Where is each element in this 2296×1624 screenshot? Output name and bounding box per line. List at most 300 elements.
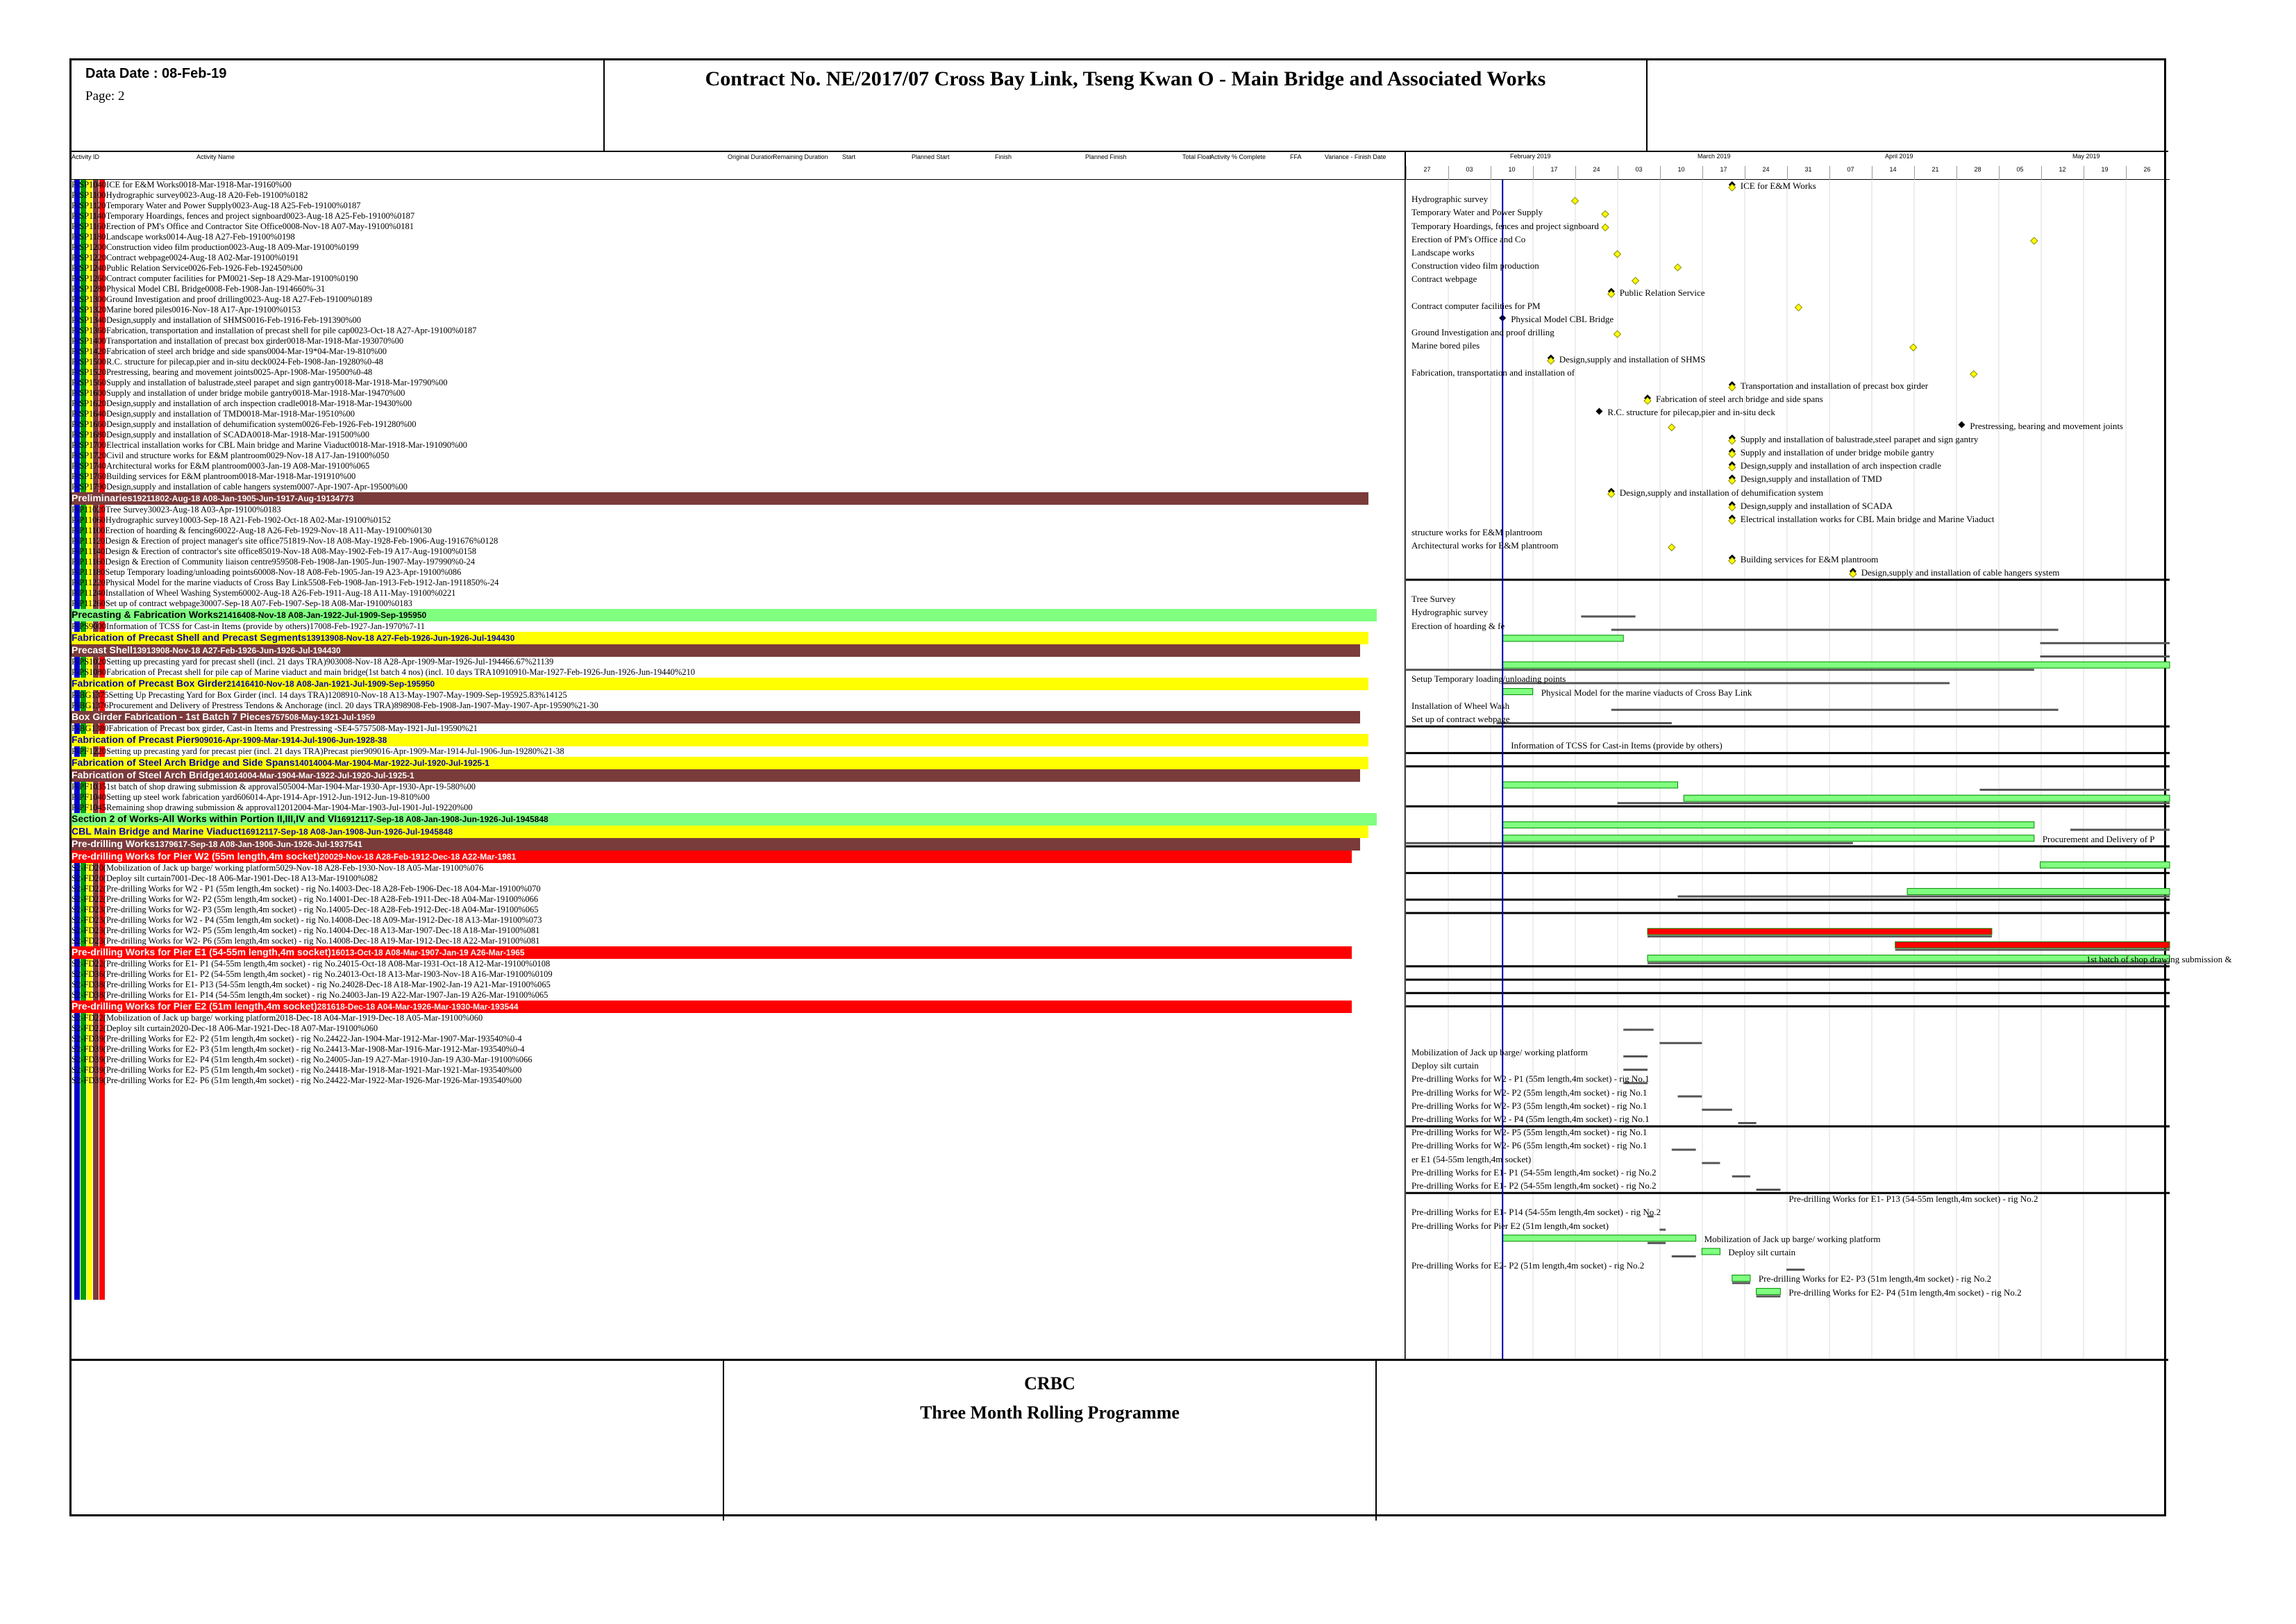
cell-name: Fabrication of Steel Arch Bridge and Side Spans: [72, 757, 295, 768]
cell-name: Building services for E&M plantroom: [106, 471, 239, 481]
cell-fi: 02-Feb-19 A: [356, 546, 401, 556]
baseline-bar: [1672, 1148, 1696, 1150]
remaining-bar: [1732, 1275, 1750, 1281]
baseline-bar: [1623, 1055, 1648, 1057]
cell-fr: 0: [528, 915, 533, 925]
cell-pc: 100%: [334, 294, 355, 304]
baseline-bar: [1659, 1042, 1702, 1044]
gantt-bar-label: Mobilization of Jack up barge/ working platform: [1704, 1233, 1881, 1244]
cell-pc: 100%: [376, 211, 398, 221]
cell-pc: 0%: [334, 409, 346, 419]
cell-rd: 0: [286, 221, 292, 231]
wbs-row: [72, 757, 1368, 769]
cell-id: S2-FD23(: [72, 936, 107, 946]
cell-va: 187: [463, 326, 477, 335]
activity-row: [72, 461, 1405, 471]
cell-id: P-BG1380: [72, 723, 109, 733]
activity-row: [72, 1044, 1405, 1055]
cell-fr: 0: [458, 440, 463, 450]
cell-ps: 21-Feb-19: [236, 515, 273, 525]
cell-name: Temporary Water and Power Supply: [106, 201, 233, 210]
baseline-bar: [1659, 1229, 1666, 1231]
remaining-bar: [1702, 1248, 1720, 1255]
cell-pf: 26-Jul-19: [285, 646, 323, 655]
cell-name: Pre-drilling Works for E2- P2 (51m length,4m socket) - rig No.2: [106, 1034, 330, 1044]
cell-name: Civil and structure works for E&M plantroom: [106, 451, 267, 460]
cell-name: Marine bored piles: [106, 305, 172, 315]
milestone-marker: [1595, 408, 1602, 415]
cell-od: 4: [330, 1075, 335, 1085]
activity-row: [72, 746, 1405, 757]
gantt-bar-label: Pre-drilling Works for E1- P13 (54-55m length,4m socket) - rig No.2: [1788, 1194, 2038, 1205]
cell-fi: 03-Jul-19: [377, 803, 411, 812]
cell-pc: 100%: [507, 884, 528, 894]
cell-name: Pre-drilling Works for E1- P14 (54-55m length,4m socket) - rig No.2: [106, 990, 346, 1000]
cell-va: 182: [294, 190, 308, 200]
cell-va: -48: [371, 357, 383, 367]
cell-od: 4: [333, 894, 337, 904]
cell-pc: 0%: [501, 1044, 513, 1054]
activity-row: [72, 274, 1405, 284]
gantt-bar-label: Landscape works: [1411, 247, 1475, 258]
cell-pc: 100%: [418, 588, 439, 598]
cell-rd: 0: [258, 367, 262, 377]
cell-rd: 5: [312, 578, 317, 587]
cell-id: S2-FD22(: [72, 1013, 107, 1023]
cell-fr: 0: [394, 336, 399, 346]
activity-row: [72, 894, 1405, 905]
cell-ps: 07-Feb-19: [257, 598, 294, 608]
cell-st: 01-Dec-18 A: [341, 894, 387, 904]
cell-st: 18-Dec-18 A: [284, 1013, 330, 1023]
cell-rd: 0: [270, 451, 276, 460]
month-label: March 2019: [1698, 153, 1731, 160]
cell-fr: 0: [346, 471, 351, 481]
remaining-bar: [1502, 782, 1677, 788]
week-label: 27: [1406, 166, 1448, 180]
cell-name: Erection of PM's Office and Contractor Site Office: [106, 221, 283, 231]
cell-rd: 139: [146, 646, 160, 655]
cell-va: 0: [356, 315, 362, 325]
cell-rd: 0: [222, 526, 228, 535]
cell-rd: 0: [339, 915, 344, 925]
activity-row: [72, 221, 1405, 232]
cell-tf: -81: [397, 792, 410, 802]
cell-rd: 0: [271, 346, 276, 356]
cell-ps: 28-Feb-19: [330, 863, 367, 873]
column-header-cell: Activity % Complete: [1210, 153, 1266, 160]
cell-fr: 0: [263, 505, 268, 514]
cell-tf: 1466: [284, 284, 302, 294]
wbs-row: [72, 851, 1352, 863]
cell-pf: 18-Mar-19: [333, 336, 371, 346]
cell-va: 41: [353, 839, 362, 849]
schedule-body: [72, 151, 2232, 1359]
cell-ps: 27-Feb-19: [208, 646, 247, 655]
cell-id: P-P11160: [72, 557, 106, 567]
cell-pf: 06-Jun-19: [488, 746, 524, 756]
cell-va: -38: [552, 746, 564, 756]
contract-title: Contract No. NE/2017/07 Cross Bay Link, Tseng Kwan O - Main Bridge and Associated Works: [605, 60, 1648, 151]
cell-st: 22-Aug-18 A: [227, 526, 274, 535]
cell-va: 181: [401, 221, 414, 231]
cell-fi: 01-Dec-18 A: [262, 873, 308, 883]
week-label: 28: [1956, 166, 1998, 180]
cell-od: 0: [169, 253, 174, 262]
cell-od: 0: [178, 180, 183, 190]
cell-name: Contract webpage: [106, 253, 169, 262]
cell-id: P-SP1660: [72, 419, 107, 429]
cell-pc: 100%: [353, 515, 374, 525]
cell-va: -1: [482, 758, 489, 768]
cell-name: Pre-drilling Works for W2- P5 (55m length,4m socket) - rig No.1: [106, 926, 333, 935]
gantt-bar-label: Deploy silt curtain: [1411, 1060, 1479, 1071]
gantt-bar-label: Pre-drilling Works for W2- P3 (55m length,4m socket) - rig No.1: [1411, 1100, 1648, 1111]
cell-pf: 16-Feb-19: [292, 315, 328, 325]
cell-va: 73: [344, 494, 354, 503]
cell-va: 81: [506, 852, 517, 862]
cell-rd: 0: [346, 969, 351, 979]
cell-va: 152: [378, 515, 392, 525]
activity-row: [72, 430, 1405, 440]
column-header: [72, 152, 1405, 180]
baseline-bar: [1406, 669, 2034, 671]
cell-od: 20: [319, 852, 329, 862]
cell-tf: 16: [262, 180, 271, 190]
cell-st: 08-Nov-18 A: [246, 610, 294, 620]
cell-pf: 13-Mar-19: [471, 915, 509, 925]
cell-name: Pre-drilling Works for Pier E1 (54-55m length,4m socket): [72, 946, 331, 957]
cell-id: P-P11220: [72, 578, 106, 587]
cell-od: 60: [214, 526, 223, 535]
cell-id: P-BG1376: [72, 701, 109, 710]
cell-fi: 30-Apr-19: [371, 782, 408, 792]
activity-row: [72, 792, 1405, 803]
cell-name: Design,supply and installation of cable hangers system: [106, 482, 297, 492]
cell-id: S2-FD36(: [72, 969, 107, 979]
cell-rd: 0: [173, 253, 178, 262]
cell-fr: 0: [469, 1013, 474, 1023]
gantt-bar-label: Pre-drilling Works for E1- P2 (54-55m length,4m socket) - rig No.2: [1411, 1180, 1657, 1191]
gantt-bar-label: Electrical installation works for CBL Main bridge and Marine Viaduct: [1740, 514, 1995, 524]
cell-fi: 07-May-19: [482, 701, 521, 710]
cell-name: Public Relation Service: [106, 263, 189, 273]
cell-rd: 139: [320, 633, 335, 643]
cell-pc: 25.83%: [518, 690, 546, 700]
cell-tf: 28: [346, 357, 356, 367]
cell-va: -30: [587, 701, 598, 710]
company-name: CRBC: [1024, 1373, 1075, 1393]
cell-st: 15-Oct-18 A: [350, 959, 394, 969]
cell-va: 82: [369, 873, 378, 883]
baseline-bar: [1648, 1242, 1666, 1244]
cell-od: 0: [179, 190, 184, 200]
gantt-bar-label: Building services for E&M plantroom: [1740, 553, 1879, 564]
cell-pc: 0%: [383, 336, 395, 346]
baseline-milestone-marker: [1602, 224, 1609, 231]
cell-od: 5: [308, 578, 313, 587]
cell-id: S2-FD38(: [72, 990, 107, 1000]
gantt-bar-label: Design,supply and installation of SHMS: [1559, 353, 1706, 365]
cell-ps: 04-Mar-19: [361, 758, 401, 768]
cell-pf: 25-Feb-19: [287, 201, 324, 210]
cell-fr: 0: [512, 1065, 518, 1075]
cell-ps: 13-Mar-19: [386, 926, 424, 935]
activity-row: [72, 782, 1405, 792]
activity-row: [72, 905, 1405, 915]
cell-fi: 26-Mar-19: [421, 1002, 461, 1012]
cell-st: 18-Dec-18 A: [335, 1002, 383, 1012]
cell-name: Design,supply and installation of arch inspection cradle: [106, 399, 300, 408]
cell-tf: -81: [355, 346, 367, 356]
cell-name: Procurement and Delivery of Prestress Tendons & Anchorage (incl. 20 days TRA): [108, 701, 394, 710]
cell-pf: 17-Jan-19: [321, 451, 356, 460]
revision-table: [1377, 1361, 2168, 1521]
cell-pc: 100%: [257, 232, 278, 242]
cell-pf: 05-Mar-19: [412, 1013, 450, 1023]
cell-fr: 0: [537, 980, 542, 989]
cell-od: 140: [219, 771, 234, 780]
cell-ps: 26-Feb-19: [297, 588, 334, 598]
cell-id: P-SP1200: [72, 242, 107, 252]
baseline-bar: [1611, 629, 2059, 631]
cell-tf: 59: [449, 723, 458, 733]
cell-rd: 0: [183, 190, 188, 200]
cell-fi: 18-Mar-19: [247, 471, 285, 481]
cell-fi: 12-Dec-18 A: [422, 905, 468, 914]
cell-od: 2: [171, 1023, 176, 1033]
cell-tf: 22: [443, 803, 453, 812]
cell-name: Supply and installation of under bridge mobile gantry: [106, 388, 293, 398]
cell-va: 50: [380, 451, 389, 460]
cell-od: 137: [155, 839, 169, 849]
cell-name: Architectural works for E&M plantroom: [106, 461, 248, 471]
wbs-row: [72, 609, 1377, 621]
cell-pf: 06-Aug-19: [417, 536, 456, 546]
cell-pc: 0%: [455, 782, 467, 792]
cell-fr: 0: [510, 1034, 515, 1044]
cell-pc: 0%: [501, 1075, 513, 1085]
remaining-bar: [2041, 862, 2170, 868]
cell-id: P-SP1600: [72, 388, 107, 398]
cell-st: 16-Apr-19: [213, 735, 252, 745]
remaining-bar: [1757, 1289, 1781, 1295]
cell-fr: 21: [544, 746, 553, 756]
cell-fi: 12-Mar-19: [410, 1034, 449, 1044]
cell-pf: 30-Mar-19: [461, 1055, 499, 1064]
cell-id: P-P11140: [72, 546, 106, 556]
milestone-marker: [1958, 421, 1965, 428]
cell-name: Box Girder Fabrication - 1st Batch 7 Pieces: [72, 711, 271, 722]
baseline-bar: [2070, 829, 2170, 831]
cell-rd: 0: [208, 598, 213, 608]
cell-id: P-SP1760: [72, 471, 107, 481]
cell-ps: 04-Mar-19: [340, 803, 378, 812]
gantt-bar-label: Marine bored piles: [1411, 340, 1480, 351]
cell-name: Temporary Hoardings, fences and project signboard: [106, 211, 287, 221]
cell-od: 75: [359, 723, 368, 733]
cell-fi: 21-Sep-18 A: [238, 274, 283, 283]
cell-pc: 0%: [532, 746, 544, 756]
gantt-bar-label: Design,supply and installation of arch inspection cradle: [1740, 460, 1941, 471]
cell-ps: 08-Jan-19: [225, 839, 265, 849]
cell-fr: 7: [409, 621, 414, 631]
cell-name: Fabrication of Steel Arch Bridge: [72, 769, 220, 780]
cell-rd: 0: [350, 980, 355, 989]
wbs-row: [72, 632, 1368, 644]
remaining-bar: [1502, 822, 2034, 828]
cell-fi: 05-Jan-19 A: [349, 567, 392, 577]
cell-fi: 26-Jun-19: [421, 633, 460, 643]
cell-name: Fabrication of steel arch bridge and side spans: [106, 346, 267, 356]
cell-rd: 0: [243, 471, 248, 481]
baseline-bar: [1738, 1122, 1757, 1124]
cell-od: 30: [147, 505, 157, 514]
gantt-bar-label: structure works for E&M plantroom: [1411, 527, 1543, 538]
cell-rd: 120: [289, 803, 303, 812]
cell-pf: 26-Jul-19: [393, 827, 430, 837]
cell-fi: 18-Mar-19: [261, 430, 299, 440]
cell-fi: 14-Jul-19: [455, 746, 489, 756]
column-header-cell: Variance - Finish Date: [1325, 153, 1386, 160]
cell-ps: 08-Jan-19: [302, 679, 341, 689]
week-label: 17: [1702, 166, 1744, 180]
cell-va: 187: [401, 211, 415, 221]
cell-tf: 354: [488, 1075, 502, 1085]
cell-pf: 07-Apr-19: [521, 701, 558, 710]
cell-tf: 7: [393, 621, 398, 631]
gantt-bar-label: Pre-drilling Works for E2- P2 (51m length,4m socket) - rig No.2: [1411, 1260, 1645, 1271]
cell-pc: 100%: [374, 598, 395, 608]
column-header-cell: Planned Finish: [1085, 153, 1127, 160]
schedule-sheet: [69, 58, 2232, 1516]
cell-rd: 0: [257, 430, 262, 440]
cell-fi: 12-Dec-18 A: [420, 852, 468, 862]
activity-row: [72, 588, 1405, 598]
gantt-bar-label: Pre-drilling Works for E2- P3 (51m length,4m socket) - rig No.2: [1758, 1273, 1992, 1284]
baseline-milestone-marker: [2031, 237, 2038, 244]
cell-va: 0: [412, 419, 417, 429]
cell-va: 0: [399, 336, 404, 346]
cell-st: 01-Dec-18 A: [179, 873, 225, 883]
cell-rd: 0: [337, 905, 342, 914]
cell-st: 08-Nov-18 A: [160, 646, 208, 655]
baseline-bar: [1623, 1069, 1648, 1071]
cell-st: 17-Sep-18 A: [178, 839, 226, 849]
cell-fi: 21-Dec-18 A: [262, 1023, 308, 1033]
cell-tf: 50: [336, 367, 345, 377]
cell-name: 1st batch of shop drawing submission & approval: [106, 782, 279, 792]
cell-pf: 21-Mar-19: [480, 980, 517, 989]
cell-od: 85: [258, 546, 267, 556]
cell-rd: 89: [403, 701, 412, 710]
cell-od: 5: [276, 863, 280, 873]
gantt-bar-label: er E1 (54-55m length,4m socket): [1411, 1153, 1532, 1164]
cell-rd: 0: [267, 546, 271, 556]
baseline-milestone-marker: [1602, 210, 1609, 217]
cell-fi: 28-Feb-19: [381, 536, 418, 546]
cell-pc: 100%: [428, 567, 449, 577]
cell-pc: 0%: [409, 792, 421, 802]
cell-rd: 0: [328, 852, 334, 862]
cell-va: 0: [425, 792, 430, 802]
cell-rd: 0: [246, 409, 251, 419]
cell-od: 192: [132, 494, 146, 503]
gantt-bar-label: Supply and installation of balustrade,steel parapet and sign gantry: [1740, 433, 1979, 444]
week-label: 14: [1872, 166, 1913, 180]
cell-ps: 04-Mar-19: [286, 771, 326, 780]
cell-rd: 60: [246, 792, 255, 802]
header-date-block: [72, 60, 605, 151]
cell-name: Deploy silt curtain: [106, 873, 171, 883]
cell-st: 04-Mar-19: [247, 771, 287, 780]
cell-pc: 100%: [450, 863, 471, 873]
remaining-bar: [1907, 889, 2170, 895]
week-label: 26: [2126, 166, 2168, 180]
gantt-bar-label: Pre-drilling Works for W2 - P4 (55m length,4m socket) - rig No.1: [1411, 1114, 1650, 1124]
cell-va: 81: [530, 936, 540, 946]
wbs-row: [72, 492, 1368, 505]
cell-va: 191: [285, 253, 299, 262]
cell-pf: 12-Mar-19: [475, 959, 513, 969]
cell-rd: 0: [192, 263, 197, 273]
gantt-bar-label: Setup Temporary loading/unloading points: [1411, 673, 1566, 685]
cell-id: P-SP1500: [72, 357, 107, 367]
cell-id: P-P11020: [72, 505, 106, 514]
cell-name: Fabrication of Precast box girder, Cast-in Items and Prestressing -SE4-5: [108, 723, 360, 733]
cell-pc: 0%: [282, 263, 294, 273]
activity-row: [72, 440, 1405, 451]
cell-id: P-PS1080: [72, 667, 107, 677]
cell-tf: 79: [418, 378, 428, 387]
cell-pc: 100%: [498, 1055, 519, 1064]
cell-od: 60: [238, 588, 247, 598]
cell-name: Pre-drilling Works for W2- P6 (55m length,4m socket) - rig No.1: [106, 936, 333, 946]
cell-pf: 09-Sep-19: [368, 610, 408, 620]
cell-id: P-SP1620: [72, 399, 107, 408]
gantt-bar-label: Transportation and installation of precast box girder: [1740, 380, 1929, 391]
cell-rd: 0: [176, 305, 181, 315]
activity-row: [72, 667, 1405, 678]
cell-ps: 04-Mar-19: [329, 1013, 367, 1023]
cell-ps: 27-Mar-19: [381, 1055, 419, 1064]
cell-od: 4: [330, 1055, 335, 1064]
cell-od: 75: [279, 536, 288, 546]
cell-name: Pre-drilling Works for E1- P13 (54-55m length,4m socket) - rig No.2: [106, 980, 346, 989]
cell-pc: 100%: [514, 969, 535, 979]
cell-pf: 18-Mar-19: [288, 409, 326, 419]
activity-row: [72, 915, 1405, 926]
cell-pc: 100%: [270, 190, 291, 200]
cell-rd: 0: [337, 926, 342, 935]
cell-ps: 08-Mar-19: [376, 1044, 414, 1054]
cell-fr: 0: [283, 305, 288, 315]
column-header-cell: Total Float: [1182, 153, 1212, 160]
cell-name: Setting Up Precasting Yard for Box Girder (incl. 14 days TRA): [108, 690, 328, 700]
cell-pc: 0%: [476, 578, 487, 587]
cell-pc: 100%: [514, 990, 535, 1000]
cell-pc: 0%: [340, 315, 353, 325]
cell-va: 0: [351, 471, 356, 481]
gantt-bar-label: Erection of hoarding & fe: [1411, 620, 1505, 631]
cell-name: Pre-drilling Works for E1- P1 (54-55m length,4m socket) - rig No.2: [106, 959, 342, 969]
cell-rd: 95: [280, 557, 290, 567]
week-label: 19: [2084, 166, 2125, 180]
cell-od: 4: [330, 1065, 335, 1075]
cell-pf: 18-Mar-19: [338, 388, 376, 398]
week-label: 03: [1448, 166, 1490, 180]
cell-fi: 09-Mar-19: [426, 657, 464, 667]
